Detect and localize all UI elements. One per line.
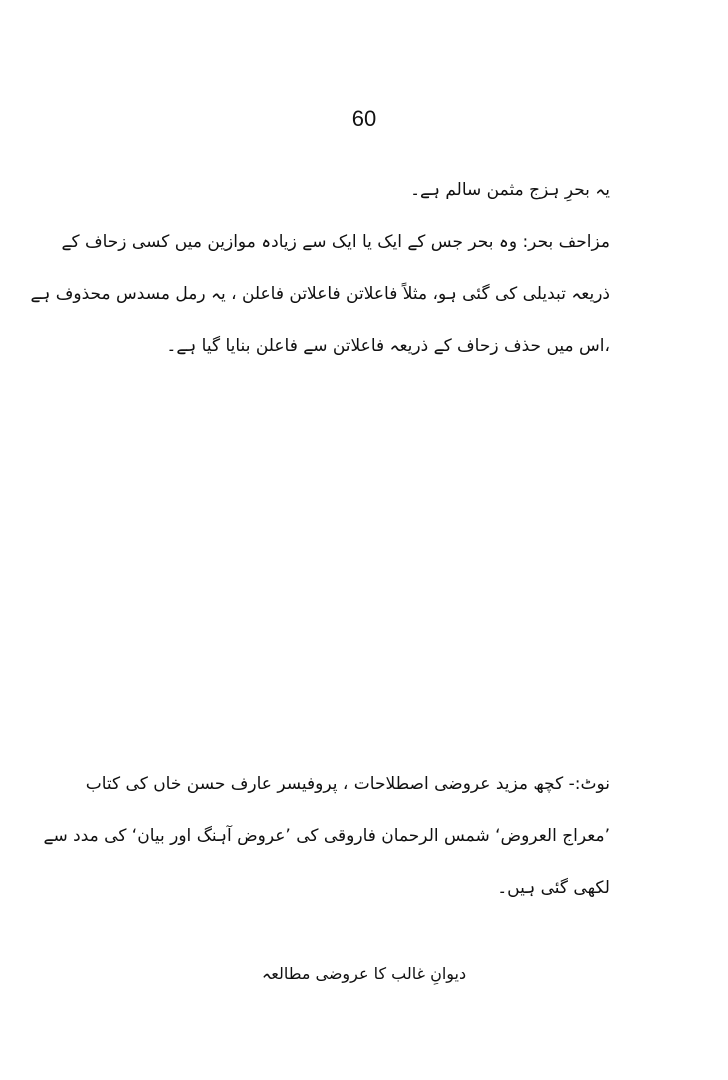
main-line-3: ذریعہ تبدیلی کی گئی ہو، مثلاً فاعلاتن فاعلاتن فاعلن ، یہ رمل مسدس محذوف ہے bbox=[30, 284, 610, 304]
page-footer: دیوانِ غالب کا عروضی مطالعہ bbox=[261, 964, 467, 983]
main-line-1: یہ بحرِ ہزج مثمن سالم ہے۔ bbox=[410, 180, 610, 200]
main-paragraph bbox=[30, 170, 610, 378]
main-line-2: مزاحف بحر: وہ بحر جس کے ایک یا ایک سے زیادہ موازین میں کسی زحاف کے bbox=[61, 232, 610, 252]
note-line-2: ’معراج العروض‘ شمس الرحمان فاروقی کی ’عروض آہنگ اور بیان‘ کی مدد سے bbox=[43, 826, 610, 846]
page-number: 60 bbox=[351, 106, 377, 131]
note-line-3: لکھی گئی ہیں۔ bbox=[497, 878, 610, 898]
note-paragraph bbox=[43, 764, 610, 920]
note-line-1: نوٹ:- کچھ مزید عروضی اصطلاحات ، پروفیسر عارف حسن خاں کی کتاب bbox=[85, 774, 610, 794]
main-line-4: ،اس میں حذف زحاف کے ذریعہ فاعلاتن سے فاعلن بنایا گیا ہے۔ bbox=[166, 336, 610, 356]
